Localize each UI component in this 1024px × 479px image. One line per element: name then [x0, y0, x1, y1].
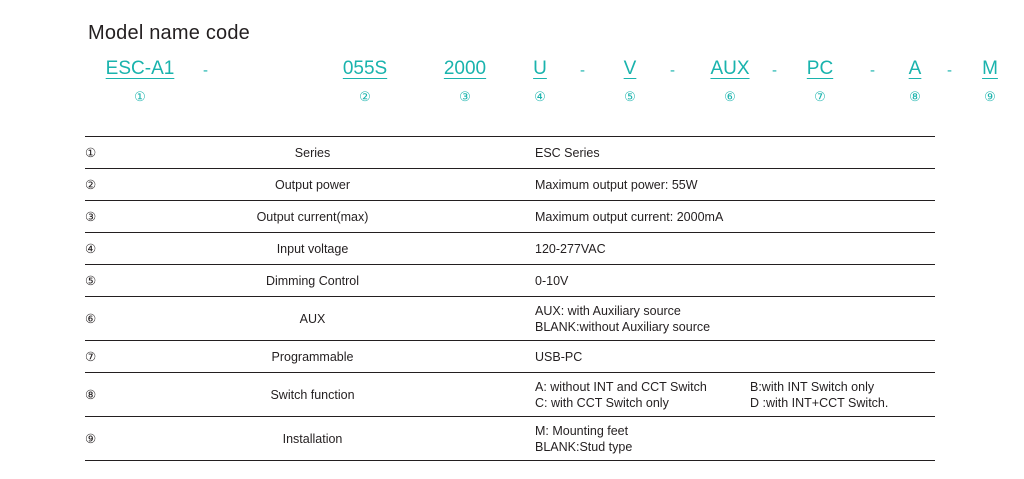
code-separator-5: -	[870, 62, 875, 79]
row-desc-line: Maximum output power: 55W	[535, 177, 698, 192]
table-row	[85, 373, 935, 417]
row-marker: ④	[85, 233, 160, 265]
code-segment-1-marker: ①	[134, 89, 146, 104]
row-name-text: Output current(max)	[256, 209, 369, 224]
code-segment-7-text: PC	[806, 58, 834, 79]
row-name	[160, 417, 535, 461]
row-desc	[535, 201, 935, 233]
row-name	[160, 169, 535, 201]
row-name	[160, 265, 535, 297]
row-desc-line: D :with INT+CCT Switch.	[750, 395, 889, 410]
code-segment-3-marker: ③	[459, 89, 471, 104]
row-marker: ②	[85, 169, 160, 201]
table-row	[85, 137, 935, 169]
row-marker: ⑤	[85, 265, 160, 297]
code-segment-2-text: 055S	[342, 58, 388, 79]
row-desc	[535, 417, 935, 461]
code-segment-7-marker: ⑦	[814, 89, 826, 104]
code-segment-6-marker: ⑥	[724, 89, 736, 104]
row-desc-line: B:with INT Switch only	[750, 379, 875, 394]
row-desc-line: AUX: with Auxiliary source	[535, 303, 681, 318]
code-separator-1: -	[203, 62, 208, 79]
code-segment-8	[895, 58, 935, 104]
row-desc-line: C: with CCT Switch only	[535, 395, 669, 410]
row-name-text: Series	[294, 145, 331, 160]
row-desc-line: M: Mounting feet	[535, 423, 629, 438]
row-desc	[535, 373, 935, 417]
code-segment-5-marker: ⑤	[624, 89, 636, 104]
code-segment-4	[520, 58, 560, 104]
code-segment-2-marker: ②	[359, 89, 371, 104]
row-desc-line: BLANK:without Auxiliary source	[535, 319, 711, 334]
code-segment-6-text: AUX	[710, 58, 750, 79]
row-desc-line: USB-PC	[535, 349, 583, 364]
code-segment-9-text: M	[982, 58, 998, 79]
row-name	[160, 233, 535, 265]
code-segment-1-text: ESC-A1	[105, 58, 175, 79]
row-desc-line: A: without INT and CCT Switch	[535, 379, 707, 394]
row-marker: ⑧	[85, 373, 160, 417]
row-desc-column-right	[750, 379, 935, 411]
code-segment-8-marker: ⑧	[909, 89, 921, 104]
row-desc	[535, 169, 935, 201]
table-row	[85, 297, 935, 341]
code-segment-3-text: 2000	[443, 58, 487, 79]
code-segment-9	[970, 58, 1010, 104]
row-desc-line: Maximum output current: 2000mA	[535, 209, 724, 224]
row-name-text: AUX	[299, 311, 326, 326]
code-separator-2: -	[580, 62, 585, 79]
row-name-text: Input voltage	[276, 241, 349, 256]
code-segment-5-text: V	[623, 58, 637, 79]
row-name	[160, 137, 535, 169]
model-code-table	[85, 136, 935, 461]
table-row	[85, 233, 935, 265]
code-segment-8-text: A	[908, 58, 922, 79]
row-desc	[535, 341, 935, 373]
code-segment-2	[325, 58, 405, 104]
code-segment-7	[785, 58, 855, 104]
table-row	[85, 169, 935, 201]
code-segment-9-marker: ⑨	[984, 89, 996, 104]
row-desc-columns	[535, 379, 935, 411]
row-name	[160, 297, 535, 341]
row-desc-line: ESC Series	[535, 145, 600, 160]
row-marker: ⑨	[85, 417, 160, 461]
row-desc-line: BLANK:Stud type	[535, 439, 633, 454]
row-name-text: Installation	[282, 431, 343, 446]
row-name	[160, 201, 535, 233]
code-segment-5	[610, 58, 650, 104]
row-name	[160, 373, 535, 417]
code-segment-6	[695, 58, 765, 104]
row-marker: ③	[85, 201, 160, 233]
row-name-text: Programmable	[271, 349, 354, 364]
code-segment-4-marker: ④	[534, 89, 546, 104]
row-marker: ①	[85, 137, 160, 169]
row-name	[160, 341, 535, 373]
row-name-text: Output power	[274, 177, 351, 192]
row-name-text: Dimming Control	[265, 273, 360, 288]
row-desc	[535, 265, 935, 297]
table-row	[85, 417, 935, 461]
code-separator-4: -	[772, 62, 777, 79]
row-desc-line: 0-10V	[535, 273, 569, 288]
row-marker: ⑥	[85, 297, 160, 341]
row-desc	[535, 297, 935, 341]
code-segment-3	[425, 58, 505, 104]
row-desc	[535, 233, 935, 265]
model-code-row	[85, 58, 998, 118]
table-row	[85, 341, 935, 373]
table-row	[85, 265, 935, 297]
code-segment-1	[85, 58, 195, 104]
row-desc-column-left	[535, 379, 750, 411]
table-row	[85, 201, 935, 233]
row-desc-line: 120-277VAC	[535, 241, 606, 256]
row-desc	[535, 137, 935, 169]
row-name-text: Switch function	[270, 387, 355, 402]
code-separator-3: -	[670, 62, 675, 79]
code-separator-6: -	[947, 62, 952, 79]
row-marker: ⑦	[85, 341, 160, 373]
page-title: Model name code	[88, 22, 250, 44]
code-segment-4-text: U	[533, 58, 547, 79]
